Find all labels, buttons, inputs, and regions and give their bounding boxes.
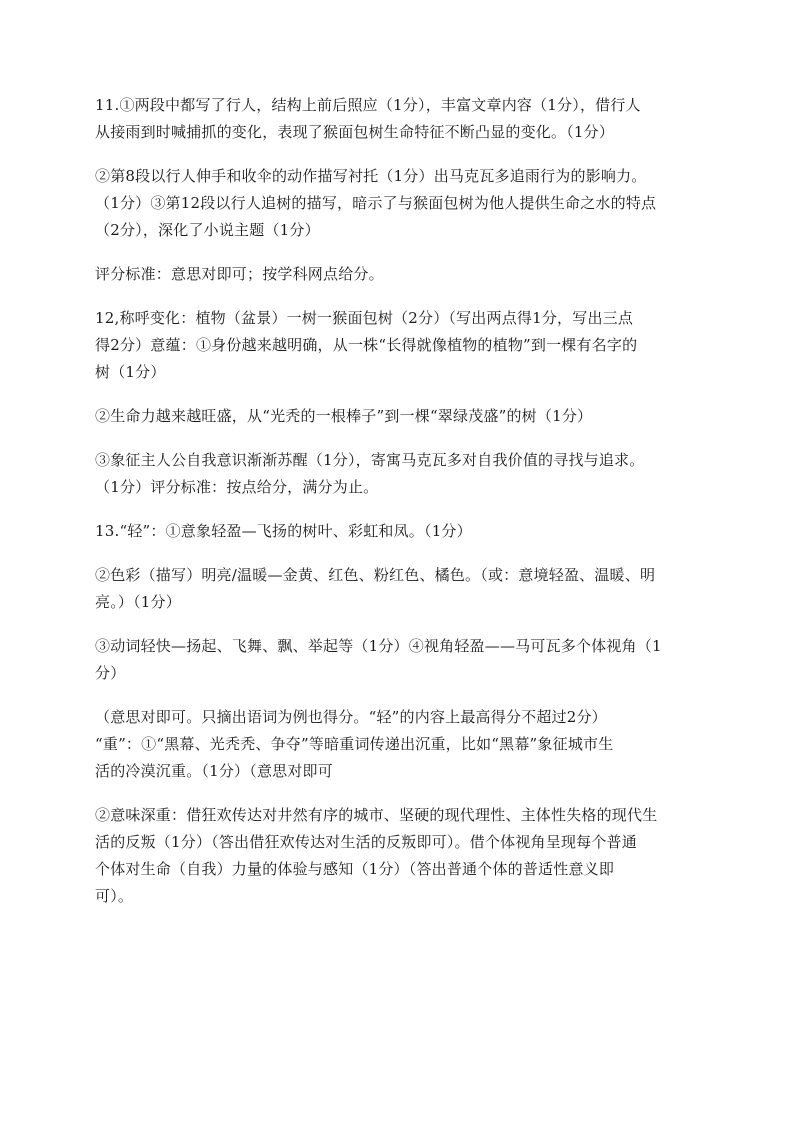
- q13-part2: [95, 562, 705, 616]
- text-line: ②色彩（描写）明亮/温暖—金黄、红色、粉红色、橘色。（或：意境轻盈、温暖、明: [95, 566, 656, 584]
- text-line: ②第8段以行人伸手和收伞的动作描写衬托（1分）出马克瓦多追雨行为的影响力。: [95, 167, 647, 185]
- text-line: 树（1分）: [95, 363, 166, 381]
- text-line: 可）。: [95, 887, 134, 905]
- q13-part3: [95, 633, 705, 687]
- text-line: 从接雨到时喊捕抓的变化，表现了猴面包树生命特征不断凸显的变化。（1分）: [95, 123, 615, 141]
- text-line: 12,称呼变化：植物（盆景）一树一猴面包树（2分）（写出两点得1分，写出三点: [95, 309, 634, 327]
- q11-scoring: [95, 261, 705, 288]
- q12-part2: [95, 403, 705, 430]
- text-line: （1分）③第12段以行人追树的描写，暗示了与猴面包树为他人提供生命之水的特点: [95, 194, 657, 212]
- q11-part1: [95, 92, 705, 146]
- text-line: “重”：①“黑幕、光秃秃、争夺”等暗重词传递出沉重，比如“黑幕”象征城市生: [95, 735, 614, 753]
- text-line: 得2分）意蕴：①身份越来越明确，从一株“长得就像植物的植物”到一棵有名字的: [95, 336, 638, 354]
- q12-part3: [95, 447, 705, 501]
- text-line: （意思对即可。只摘出语词为例也得分。“轻”的内容上最高得分不超过2分）: [95, 708, 607, 726]
- text-line: 个体对生命（自我）力量的体验与感知（1分）（答出普通个体的普适性意义即: [95, 860, 615, 878]
- text-line: ②意味深重：借狂欢传达对井然有序的城市、坚硬的现代理性、主体性失格的现代生: [95, 806, 658, 824]
- text-line: 评分标准：意思对即可；按学科网点给分。: [95, 265, 384, 283]
- text-line: 11.①两段中都写了行人，结构上前后照应（1分），丰富文章内容（1分），借行人: [95, 96, 641, 114]
- text-line: ②生命力越来越旺盛，从“光秃的一根棒子”到一棵“翠绿茂盛”的树（1分）: [95, 407, 593, 425]
- q13-part1: [95, 518, 705, 545]
- q13-part5: [95, 802, 705, 910]
- document-page: [95, 92, 705, 910]
- text-line: ③动词轻快—扬起、飞舞、飘、举起等（1分）④视角轻盈——马可瓦多个体视角（1: [95, 637, 662, 655]
- q13-part4: [95, 704, 705, 785]
- text-line: 亮。）（1分）: [95, 593, 181, 611]
- text-line: 分）: [95, 664, 126, 682]
- text-line: 13.“轻”：①意象轻盈—飞扬的树叶、彩虹和凤。（1分）: [95, 522, 472, 540]
- q12-part1: [95, 305, 705, 386]
- text-line: （2分），深化了小说主题（1分）: [95, 221, 320, 239]
- text-line: 活的冷漠沉重。（1分）（意思对即可: [95, 762, 333, 780]
- text-line: 活的反叛（1分）（答出借狂欢传达对生活的反叛即可）。借个体视角呈现每个普通: [95, 833, 637, 851]
- text-line: ③象征主人公自我意识渐渐苏醒（1分），寄寓马克瓦多对自我价值的寻找与追求。: [95, 451, 645, 469]
- text-line: （1分）评分标准：按点给分，满分为止。: [95, 478, 379, 496]
- q11-part2: [95, 163, 705, 244]
